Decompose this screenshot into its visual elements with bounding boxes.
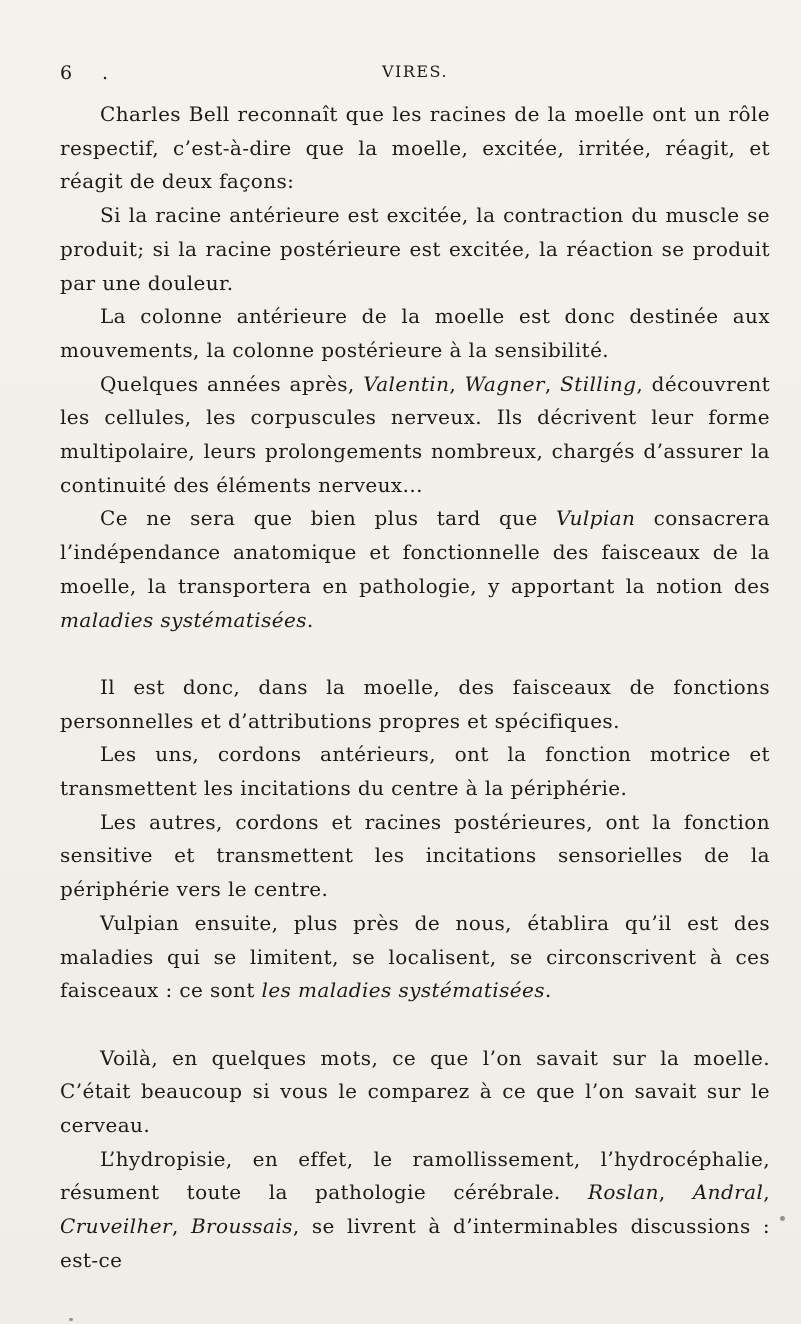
ink-speck [69, 1318, 73, 1321]
italic-text: Vulpian [556, 506, 636, 531]
text-run: Ce ne sera que bien plus tard que [100, 506, 557, 531]
paragraph [60, 98, 770, 199]
text-run: . [544, 978, 552, 1003]
running-head [60, 62, 770, 86]
text-run: La colonne antérieure de la moelle est donc destinée aux mouvements, la colonne postérieure à la sensibilité. [60, 304, 770, 362]
italic-text: Cruveilher [60, 1214, 172, 1239]
text-run: , [544, 371, 561, 396]
paragraph [60, 199, 770, 300]
italic-text: Stilling [560, 371, 637, 396]
paragraph [60, 671, 770, 738]
paragraph [60, 300, 770, 367]
text-run: Les uns, cordons antérieurs, ont la fonction motrice et transmettent les incitations du centre à la périphérie. [60, 742, 770, 801]
text-run: Les autres, cordons et racines postérieures, ont la fonction sensitive et transmettent les incitations sensorielles de la périphérie vers le centre. [60, 809, 770, 902]
text-run: , se livrent à d’interminables discussions : est-ce [60, 1214, 770, 1272]
paragraph [60, 1143, 770, 1278]
italic-text: les maladies systématisées [261, 978, 545, 1003]
text-run: L’hydropisie, en effet, le ramollissement, l’hydrocéphalie, résument toute la pathologie cérébrale. [60, 1146, 770, 1205]
text-run: Il est donc, dans la moelle, des faisceaux de fonctions personnelles et d’attributions propres et spécifiques. [60, 674, 770, 733]
italic-text: maladies systématisées [60, 607, 307, 632]
italic-text: Wagner [464, 371, 545, 396]
paragraph [60, 806, 770, 907]
header-separator: . [102, 62, 110, 84]
text-run: Quelques années après, [100, 371, 364, 396]
text-run: , [658, 1180, 693, 1205]
text-run: consacrera l’indépendance anatomique et fonctionnelle des faisceaux de la moelle, la transportera en pathologie, y apportant la notion des [60, 506, 770, 598]
paragraph [60, 907, 770, 1008]
italic-text: Valentin [363, 371, 450, 396]
text-run: Voilà, en quelques mots, ce que l’on savait sur la moelle. C’était beaucoup si vous le comparez à ce que l’on savait sur le cerveau. [60, 1045, 770, 1138]
paragraph [60, 1042, 770, 1143]
text-run: . [306, 607, 314, 632]
italic-text: Roslan [587, 1180, 659, 1205]
ink-speck [780, 1216, 785, 1221]
italic-text: Andral [692, 1180, 764, 1205]
body-text [60, 98, 770, 1278]
running-title: VIRES. [381, 62, 449, 81]
text-run: , [171, 1214, 191, 1239]
text-run: , [449, 371, 465, 396]
text-run: , [763, 1180, 771, 1205]
paragraph [60, 738, 770, 805]
text-run: , découvrent les cellules, les corpuscules nerveux. Ils décrivent leur forme multipolaire, leurs prolongements nombreux, chargés d’assurer la continuité des éléments nerveux... [60, 371, 771, 497]
italic-text: Broussais [190, 1214, 293, 1239]
page-number: 6 [60, 62, 74, 84]
paragraph [60, 368, 770, 503]
paragraph [60, 502, 770, 637]
text-run: Vulpian ensuite, plus près de nous, établira qu’il est des maladies qui se limitent, se localisent, se circonscrivent à ces faisceaux : ce sont [60, 910, 770, 1003]
text-run: Charles Bell reconnaît que les racines de la moelle ont un rôle respectif, c’est-à-dire que la moelle, excitée, irritée, réagit, et réagit de deux façons: [60, 102, 770, 194]
text-run: Si la racine antérieure est excitée, la contraction du muscle se produit; si la racine postérieure est excitée, la réaction se produit par une douleur. [60, 203, 770, 295]
